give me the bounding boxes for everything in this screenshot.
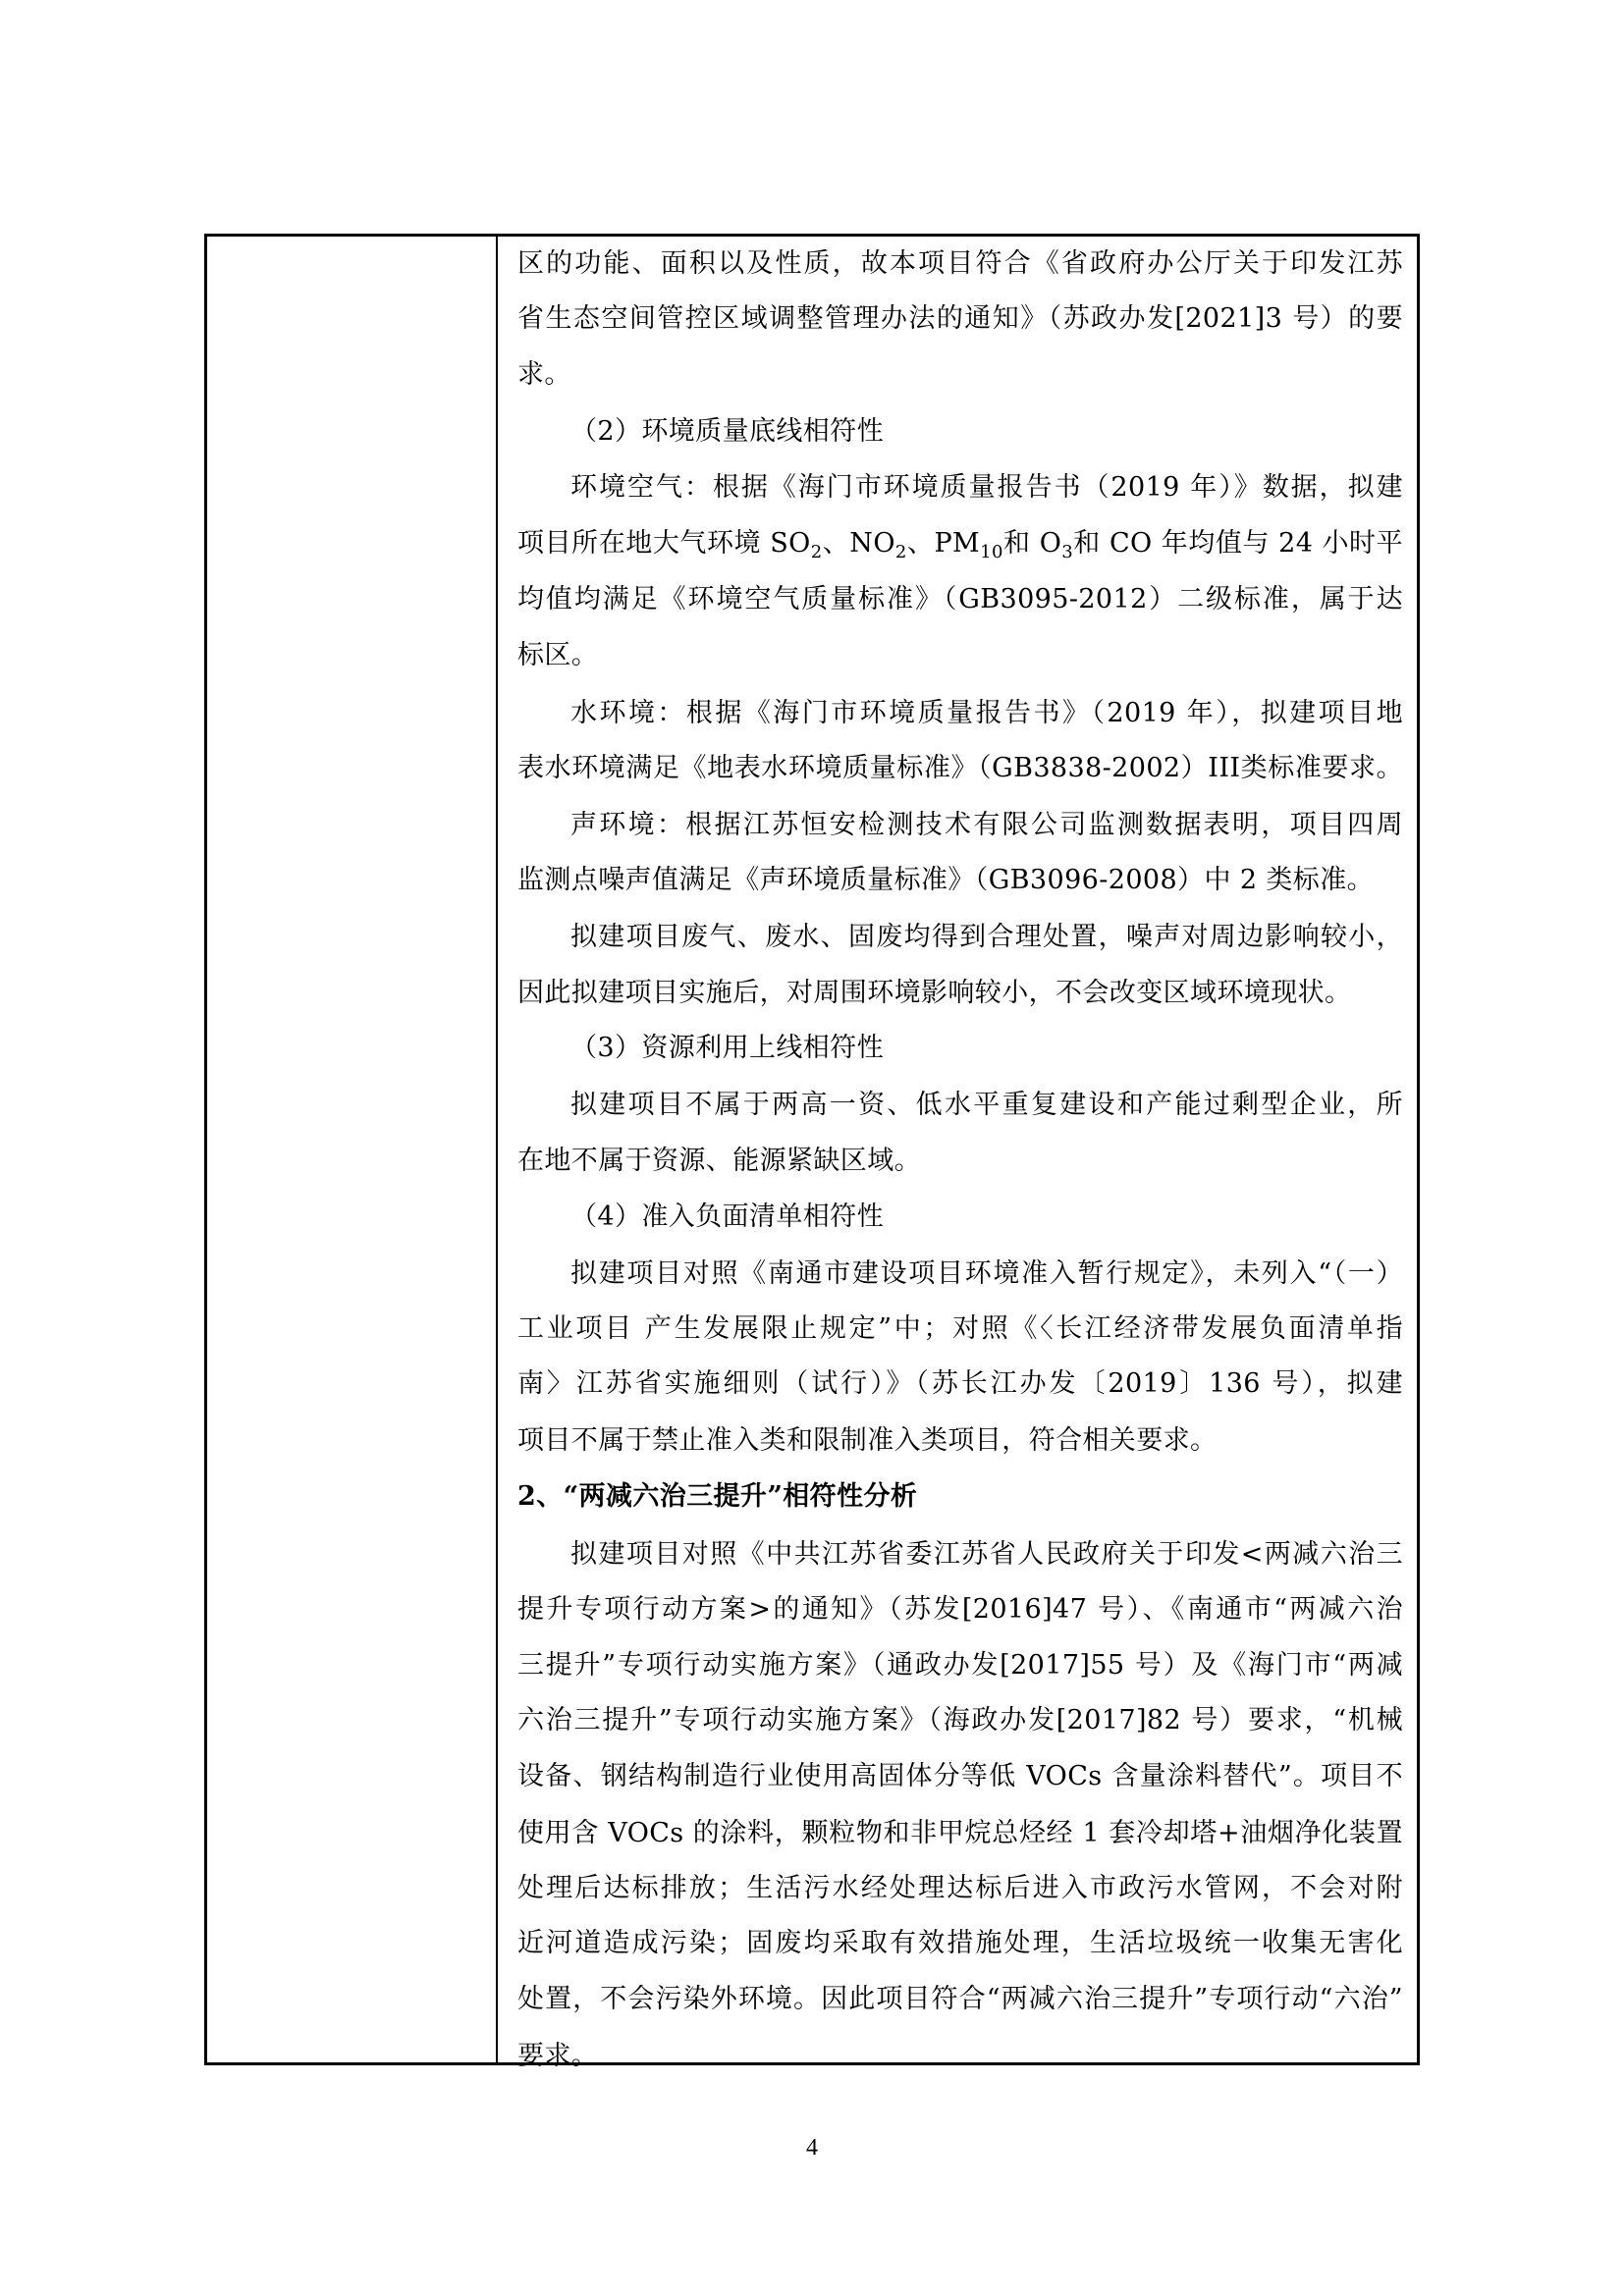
text-line: 工业项目 产生发展限止规定”中；对照《〈长江经济带发展负面清单指 (517, 1313, 1403, 1344)
section-heading: 2、“两减六治三提升”相符性分析 (517, 1481, 918, 1512)
text-line: 处置，不会污染外环境。因此项目符合“两减六治三提升”专项行动“六治” (517, 1984, 1403, 2014)
text-line: 求。 (517, 359, 571, 390)
text-line: 提升专项行动方案>的通知》（苏发[2016]47 号）、《南通市“两减六治 (517, 1594, 1403, 1625)
subscript: 2 (894, 542, 907, 562)
text-line: 因此拟建项目实施后，对周围环境影响较小，不会改变区域环境现状。 (517, 978, 1352, 1008)
subscript: 10 (980, 542, 1003, 562)
text-line: 近河道造成污染；固废均采取有效措施处理，生活垃圾统一收集无害化 (517, 1928, 1403, 1958)
text-line: 省生态空间管控区域调整管理办法的通知》（苏政办发[2021]3 号）的要 (517, 303, 1403, 334)
text-line: 区的功能、面积以及性质，故本项目符合《省政府办公厅关于印发江苏 (517, 248, 1403, 279)
document-table (204, 234, 1420, 2071)
table-left-column (207, 237, 498, 2062)
text-line: 拟建项目废气、废水、固废均得到合理处置，噪声对周边影响较小， (570, 922, 1403, 952)
text-line: 标区。 (517, 640, 599, 670)
text-line: 表水环境满足《地表水环境质量标准》（GB3838-2002）III类标准要求。 (517, 753, 1403, 783)
text-segment: 和 CO 年均值与 24 小时平 (1073, 528, 1404, 559)
text-line: 在地不属于资源、能源紧缺区域。 (517, 1146, 921, 1176)
text-line: 均值均满足《环境空气质量标准》（GB3095-2012）二级标准，属于达 (517, 584, 1403, 614)
subsection-heading: （3）资源利用上线相符性 (570, 1033, 884, 1063)
text-line (517, 516, 1403, 571)
text-line: 六治三提升”专项行动实施方案》（海政办发[2017]82 号）要求，“机械 (517, 1705, 1403, 1735)
text-line: 南〉江苏省实施细则（试行）》（苏长江办发〔2019〕136 号），拟建 (517, 1368, 1403, 1399)
text-line: 监测点噪声值满足《声环境质量标准》（GB3096-2008）中 2 类标准。 (517, 865, 1375, 895)
text-line: 设备、钢结构制造行业使用高固体分等低 VOCs 含量涂料替代”。项目不 (517, 1761, 1403, 1791)
text-segment: 、PM (906, 528, 981, 559)
text-segment: 、NO (822, 528, 895, 559)
text-segment: 项目所在地大气环境 SO (517, 528, 811, 559)
subscript: 3 (1061, 542, 1074, 562)
text-line: 使用含 VOCs 的涂料，颗粒物和非甲烷总烃经 1 套冷却塔+油烟净化装置 (517, 1818, 1403, 1848)
text-line: 环境空气：根据《海门市环境质量报告书（2019 年）》数据，拟建 (570, 472, 1403, 503)
text-line: 拟建项目对照《中共江苏省委江苏省人民政府关于印发<两减六治三 (570, 1539, 1403, 1570)
text-line: 声环境：根据江苏恒安检测技术有限公司监测数据表明，项目四周 (570, 810, 1403, 840)
page-number: 4 (806, 2135, 818, 2161)
text-segment: 和 O (1002, 528, 1062, 559)
subsection-heading: （4）准入负面清单相符性 (570, 1201, 884, 1232)
table-right-column (498, 237, 1417, 2071)
text-line: 拟建项目对照《南通市建设项目环境准入暂行规定》，未列入“（一） (570, 1258, 1403, 1289)
subsection-heading: （2）环境质量底线相符性 (570, 416, 884, 447)
text-line: 水环境：根据《海门市环境质量报告书》（2019 年），拟建项目地 (570, 698, 1403, 728)
text-line: 要求。 (517, 2041, 599, 2071)
text-line: 处理后达标排放；生活污水经处理达标后进入市政污水管网，不会对附 (517, 1873, 1403, 1903)
subscript: 2 (810, 542, 823, 562)
text-line: 拟建项目不属于两高一资、低水平重复建设和产能过剩型企业，所 (570, 1090, 1403, 1120)
text-line: 项目不属于禁止准入类和限制准入类项目，符合相关要求。 (517, 1425, 1218, 1456)
text-line: 三提升”专项行动实施方案》（通政办发[2017]55 号）及《海门市“两减 (517, 1650, 1403, 1681)
